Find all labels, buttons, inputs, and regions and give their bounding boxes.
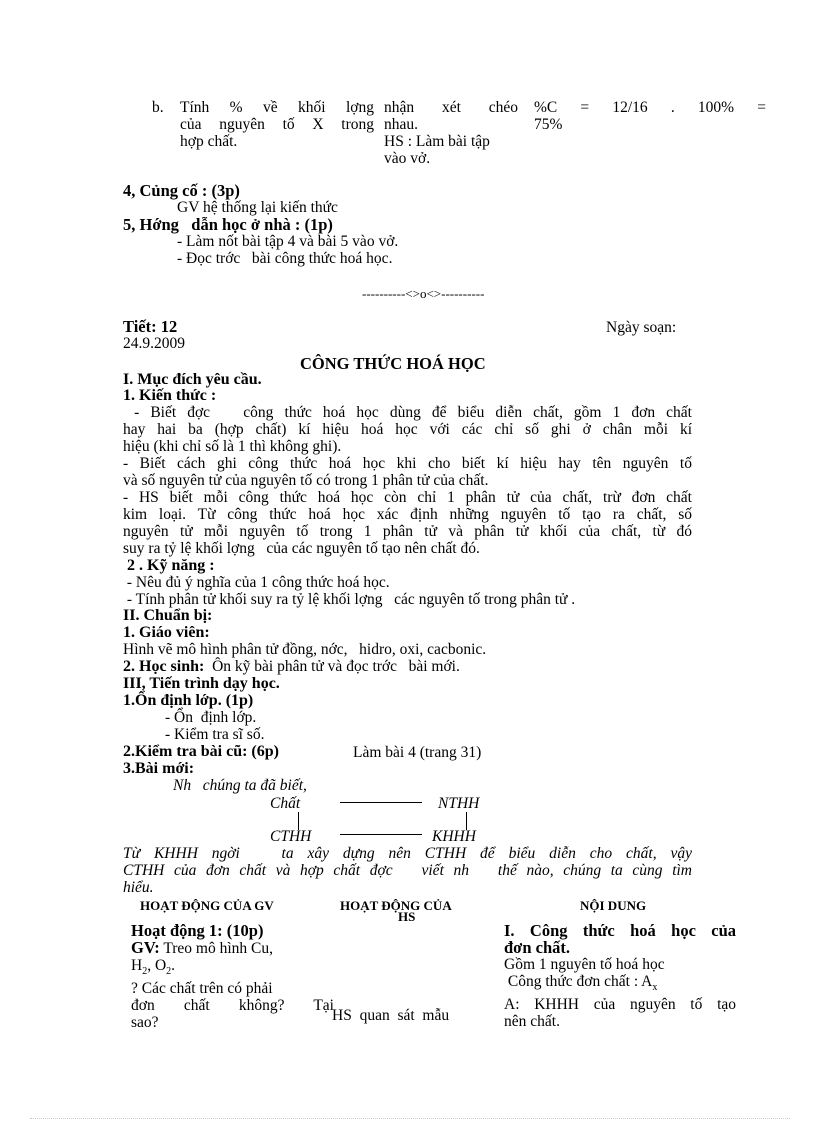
top-col3 bbox=[534, 99, 766, 133]
hoc-sinh-row bbox=[123, 658, 460, 675]
nd-title-line: I. Công thức hoá học của bbox=[504, 921, 736, 940]
kien-thuc-body bbox=[123, 404, 692, 557]
kt-line: hiệu (khi chỉ số là 1 thì không ghi). bbox=[123, 438, 342, 455]
section-5-line: - Làm nốt bài tập 4 và bài 5 vào vở. bbox=[177, 233, 399, 250]
hoat-dong-1-title: Hoạt động 1: (10p) bbox=[131, 921, 264, 940]
para-line: Từ KHHH ngời ta xây dựng nên CTHH để biểu diễn cho chất, vậy bbox=[123, 845, 692, 862]
gv-line bbox=[131, 939, 334, 957]
diagram-line-top bbox=[340, 802, 422, 803]
header-gv: HOẠT ĐỘNG CỦA GV bbox=[140, 898, 274, 913]
nd-formula-sub: x bbox=[652, 982, 658, 994]
diagram-nthh: NTHH bbox=[438, 795, 480, 812]
item-b-line: của nguyên tố X trong bbox=[180, 116, 374, 133]
section-4-title: 4, Củng cố : (3p) bbox=[123, 181, 240, 200]
section-4-line: GV hệ thống lại kiến thức bbox=[177, 199, 338, 216]
date: 24.9.2009 bbox=[123, 335, 185, 352]
top-col2-line: nhau. bbox=[384, 116, 419, 133]
intro-line: Nh chúng ta đã biết, bbox=[173, 777, 307, 794]
diagram-khhh: KHHH bbox=[432, 828, 476, 845]
kn-line: - Tính phân tử khối suy ra tỷ lệ khối lợng các nguyên tố trong phân tử . bbox=[123, 591, 576, 608]
ky-nang-title: 2 . Kỹ năng : bbox=[123, 557, 215, 574]
para-line: CTHH của đơn chất và hợp chất đợc viết nh thế nào, chúng ta cùng tìm bbox=[123, 862, 692, 879]
giao-vien-line: Hình vẽ mô hình phân tử đồng, nớc, hidro, oxi, cacbonic. bbox=[123, 641, 487, 658]
gv-text: Treo mô hình Cu, bbox=[159, 940, 273, 957]
item-b-line: hợp chất. bbox=[180, 133, 238, 150]
kn-line: - Nêu đủ ý nghĩa của 1 công thức hoá học. bbox=[123, 574, 390, 591]
bai-moi-title: 3.Bài mới: bbox=[123, 760, 195, 777]
item-b-text bbox=[180, 99, 374, 150]
header-hs: HOẠT ĐỘNG CỦA bbox=[340, 898, 452, 913]
formula-o: , O bbox=[147, 957, 167, 974]
gv-column bbox=[131, 922, 334, 1031]
kt-line: và số nguyên tử của nguyên tố có trong 1 phân tử của chất. bbox=[123, 472, 489, 489]
item-b-line: Tính % về khối lợng bbox=[180, 99, 374, 116]
diagram-cthh: CTHH bbox=[270, 828, 312, 845]
kt-line: kim loại. Từ công thức hoá học xác định những nguyên tố tạo ra chất, số bbox=[123, 506, 692, 523]
kt-line: - HS biết mỗi công thức hoá học còn chỉ 1 phân tử của chất, trừ đơn chất bbox=[123, 489, 692, 506]
kt-line: - Biết đợc công thức hoá học dùng để biểu diễn chất, gồm 1 đơn chất bbox=[123, 404, 692, 421]
intro-paragraph bbox=[123, 845, 692, 896]
gv-label: GV: bbox=[131, 938, 160, 957]
diagram-chat: Chất bbox=[270, 795, 301, 812]
noi-dung-column bbox=[504, 922, 736, 1030]
giao-vien-title: 1. Giáo viên: bbox=[123, 624, 210, 641]
on-dinh-lop-title: 1.Ổn định lớp. (1p) bbox=[123, 692, 254, 709]
item-b-marker: b. bbox=[152, 99, 164, 116]
page-title: CÔNG THỨC HOÁ HỌC bbox=[300, 354, 486, 373]
formula-sub: 2 bbox=[166, 966, 172, 978]
section-5-title: 5, Hớng dẫn học ở nhà : (1p) bbox=[123, 215, 333, 234]
on-dinh-line: - Kiểm tra sĩ số. bbox=[165, 726, 265, 743]
question-line: ? Các chất trên có phải bbox=[131, 980, 273, 998]
nd-line: A: KHHH của nguyên tố tạo bbox=[504, 996, 736, 1014]
kt-line: - Biết cách ghi công thức hoá học khi cho biết kí hiệu hay tên nguyên tố bbox=[123, 455, 692, 472]
formula-dot: . bbox=[171, 957, 176, 974]
formula-h: H bbox=[131, 957, 143, 974]
formula-line bbox=[131, 957, 334, 980]
top-col2-line: vào vở. bbox=[384, 150, 431, 167]
hs-observe: HS quan sát mẫu bbox=[332, 1007, 450, 1024]
page-bottom-rule bbox=[30, 1118, 790, 1119]
separator: ----------<>o<>---------- bbox=[362, 286, 485, 301]
top-col2-line: nhận xét chéo bbox=[384, 99, 518, 116]
hoc-sinh-title: 2. Học sinh: bbox=[123, 658, 205, 675]
kiem-tra-bai-cu-title: 2.Kiểm tra bài cũ: (6p) bbox=[123, 743, 279, 760]
top-col2-line: HS : Làm bài tập bbox=[384, 133, 490, 150]
kiem-tra-bai-cu-text: Làm bài 4 (trang 31) bbox=[353, 744, 482, 761]
nd-formula-text: Công thức đơn chất : A bbox=[504, 973, 653, 990]
nd-formula-line bbox=[504, 973, 736, 996]
formula-sub: 2 bbox=[142, 966, 148, 978]
kt-line: nguyên tử mỗi nguyên tố trong 1 phân tử và phân tử khối của chất, từ đó bbox=[123, 523, 692, 540]
header-noi-dung: NỘI DUNG bbox=[580, 898, 647, 913]
nd-title-line: đơn chất. bbox=[504, 938, 570, 957]
ngay-soan-label: Ngày soạn: bbox=[606, 319, 677, 336]
kien-thuc-title: 1. Kiến thức : bbox=[123, 387, 217, 404]
question-line: đơn chất không? Tại bbox=[131, 997, 334, 1015]
para-line: hiểu. bbox=[123, 879, 154, 896]
kt-line: suy ra tỷ lệ khối lợng của các nguyên tố tạo nên chất đó. bbox=[123, 540, 480, 557]
nd-line: nên chất. bbox=[504, 1013, 560, 1031]
section-I-title: I. Mục đích yêu cầu. bbox=[123, 371, 262, 388]
top-col3-line: 75% bbox=[534, 116, 563, 133]
section-5-line: - Đọc trớc bài công thức hoá học. bbox=[177, 250, 393, 267]
top-col3-line: %C = 12/16 . 100% = bbox=[534, 99, 766, 116]
question-line: sao? bbox=[131, 1014, 159, 1032]
on-dinh-line: - Ổn định lớp. bbox=[165, 709, 257, 726]
tiet-label: Tiết: 12 bbox=[123, 317, 178, 336]
top-col2 bbox=[384, 99, 518, 167]
nd-line: Gồm 1 nguyên tố hoá học bbox=[504, 956, 665, 973]
hoc-sinh-line: Ôn kỹ bài phân tử và đọc trớc bài mới. bbox=[204, 658, 460, 675]
kt-line: hay hai ba (hợp chất) kí hiệu hoá học với các chỉ số ghi ở chân mỗi kí bbox=[123, 421, 692, 438]
diagram-line-bottom bbox=[340, 834, 422, 835]
section-III-title: III, Tiến trình dạy học. bbox=[123, 675, 280, 692]
section-II-title: II. Chuẩn bị: bbox=[123, 607, 213, 624]
header-hs-2: HS bbox=[398, 909, 416, 924]
